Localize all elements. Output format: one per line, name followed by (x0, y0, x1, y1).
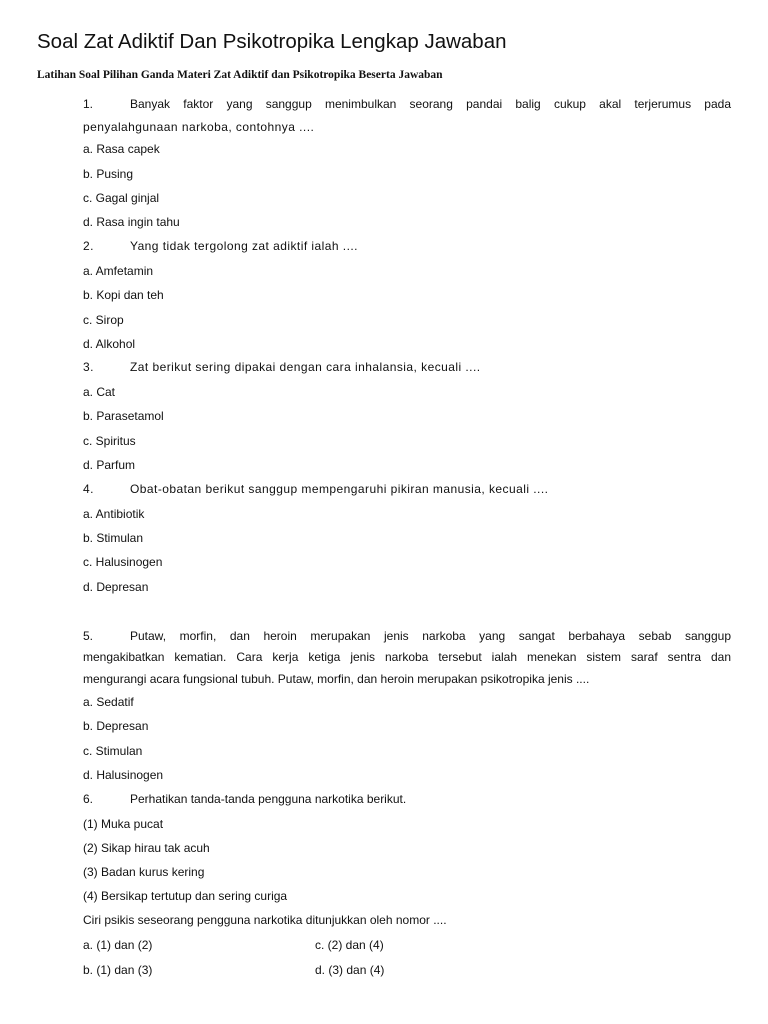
question-3-text: Zat berikut sering dipakai dengan cara inhalansia, kecuali .... (130, 360, 481, 374)
question-3-option-c: c. Spiritus (83, 434, 136, 448)
question-1-option-d: d. Rasa ingin tahu (83, 215, 180, 229)
question-1-line-1 (83, 96, 731, 113)
question-3 (83, 359, 731, 376)
question-5-option-c: c. Stimulan (83, 744, 143, 758)
question-5-option-d: d. Halusinogen (83, 768, 164, 782)
question-1-option-b: b. Pusing (83, 167, 134, 181)
question-5-option-b: b. Depresan (83, 719, 149, 733)
question-4-option-a: a. Antibiotik (83, 507, 145, 521)
question-6 (83, 791, 731, 808)
question-2-number: 2. (83, 239, 94, 253)
question-4-option-d: d. Depresan (83, 580, 149, 594)
page-title: Soal Zat Adiktif Dan Psikotropika Lengkap Jawaban (37, 30, 507, 53)
question-2-text: Yang tidak tergolong zat adiktif ialah .... (130, 239, 358, 253)
question-3-option-a: a. Cat (83, 385, 116, 399)
question-6-item-4: (4) Bersikap tertutup dan sering curiga (83, 889, 288, 903)
question-5-line-3: mengurangi acara fungsional tubuh. Putaw, morfin, dan heroin merupakan psikotropika jenis .... (83, 672, 590, 686)
question-6-item-2: (2) Sikap hirau tak acuh (83, 841, 210, 855)
question-2-option-b: b. Kopi dan teh (83, 288, 164, 302)
question-3-option-b: b. Parasetamol (83, 409, 164, 423)
page-subtitle: Latihan Soal Pilihan Ganda Materi Zat Adiktif dan Psikotropika Beserta Jawaban (37, 69, 443, 81)
question-2 (83, 238, 731, 255)
question-6-option-c: c. (2) dan (4) (315, 938, 384, 952)
question-6-prompt: Ciri psikis seseorang pengguna narkotika ditunjukkan oleh nomor .... (83, 913, 447, 927)
question-2-option-c: c. Sirop (83, 313, 124, 327)
question-5-option-a: a. Sedatif (83, 695, 134, 709)
question-1-text: Banyak faktor yang sanggup menimbulkan seorang pandai balig cukup akal terjerumus pada (130, 97, 731, 111)
question-3-option-d: d. Parfum (83, 458, 136, 472)
question-6-options-row-1 (83, 937, 731, 954)
question-6-text: Perhatikan tanda-tanda pengguna narkotika berikut. (130, 792, 407, 806)
question-1-option-c: c. Gagal ginjal (83, 191, 160, 205)
question-6-option-a: a. (1) dan (2) (83, 938, 153, 952)
question-4-text: Obat-obatan berikut sanggup mempengaruhi pikiran manusia, kecuali .... (130, 482, 549, 496)
question-6-number: 6. (83, 792, 94, 806)
question-6-options-row-2 (83, 962, 731, 979)
question-5-line-1 (83, 628, 731, 645)
question-5-number: 5. (83, 629, 94, 643)
question-2-option-a: a. Amfetamin (83, 264, 154, 278)
question-3-number: 3. (83, 360, 94, 374)
question-4-number: 4. (83, 482, 94, 496)
question-5-text: Putaw, morfin, dan heroin merupakan jenis narkoba yang sangat berbahaya sebab sanggup (130, 629, 731, 643)
question-4-option-c: c. Halusinogen (83, 555, 163, 569)
question-6-item-3: (3) Badan kurus kering (83, 865, 205, 879)
question-4-option-b: b. Stimulan (83, 531, 144, 545)
question-1-number: 1. (83, 97, 94, 111)
question-1-line-2: penyalahgunaan narkoba, contohnya .... (83, 120, 315, 134)
question-1-option-a: a. Rasa capek (83, 142, 160, 156)
question-6-option-b: b. (1) dan (3) (83, 963, 153, 977)
question-2-option-d: d. Alkohol (83, 337, 136, 351)
question-4 (83, 481, 731, 498)
question-6-option-d: d. (3) dan (4) (315, 963, 385, 977)
question-5-line-2: mengakibatkan kematian. Cara kerja ketiga jenis narkoba tersebut ialah menekan sistem saraf sentra dan (83, 650, 731, 664)
question-6-item-1: (1) Muka pucat (83, 817, 164, 831)
